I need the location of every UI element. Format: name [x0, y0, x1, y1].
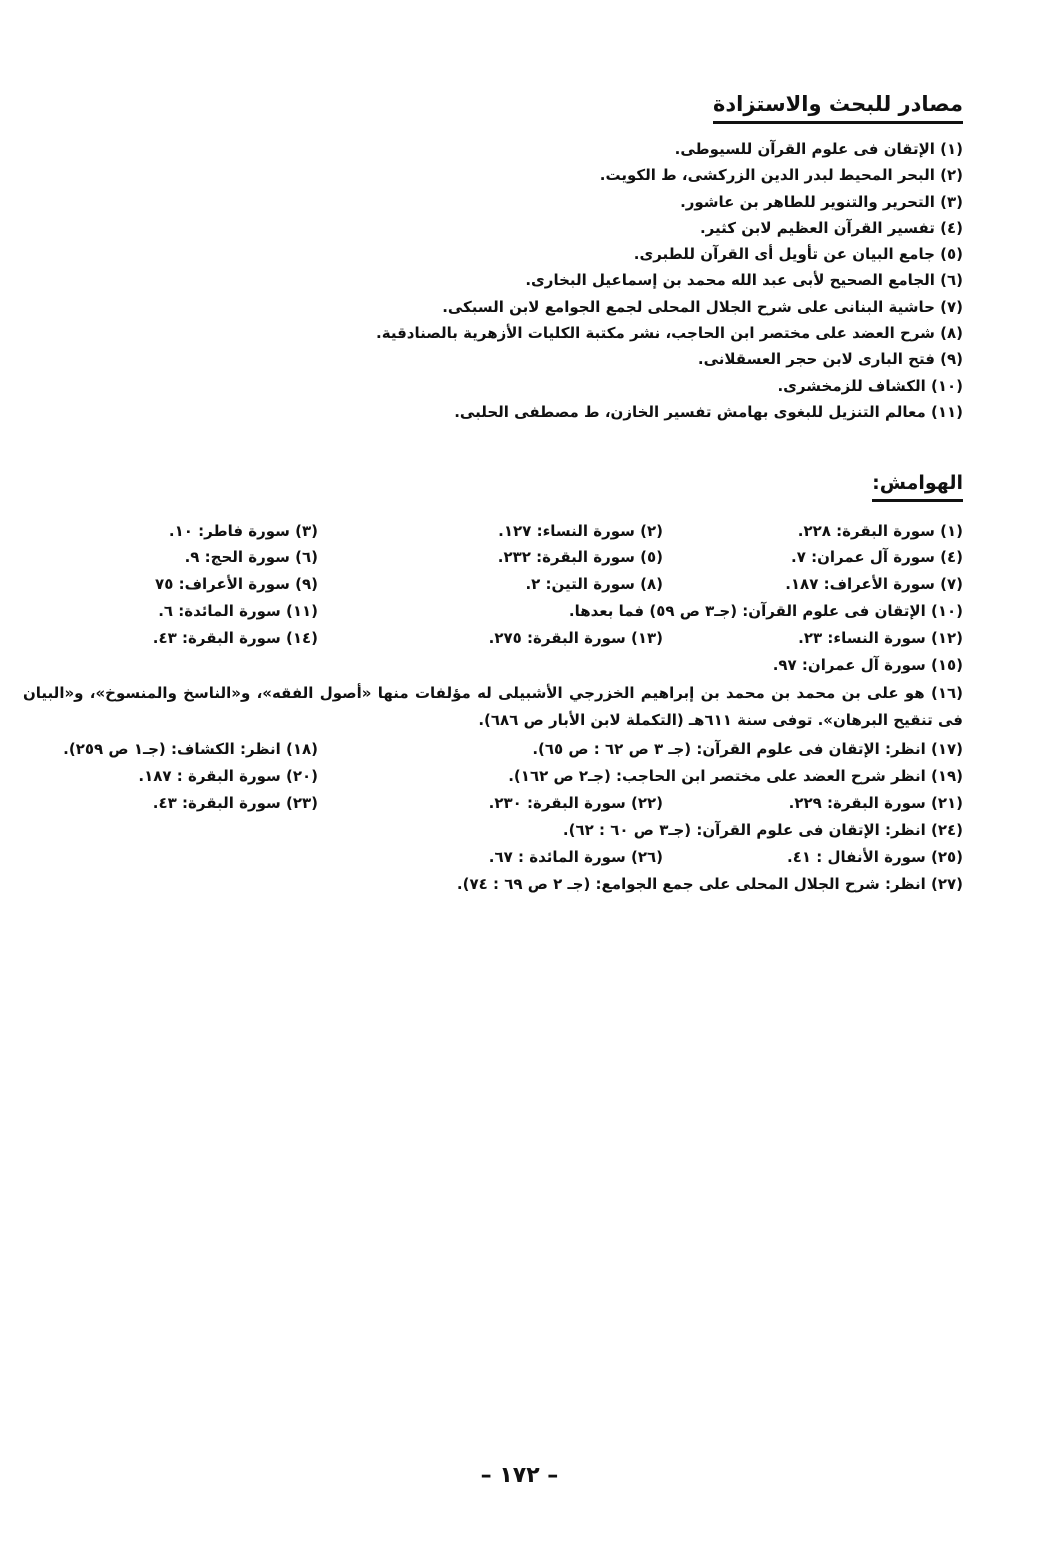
list-item: (٦) الجامع الصحيح لأبى عبد الله محمد بن إسماعيل البخارى. [525, 271, 963, 290]
list-item: (١١) معالم التنزيل للبغوى بهامش تفسير الخازن، ط مصطفى الحلبى. [454, 402, 963, 421]
footnote: (٧) سورة الأعراف: ١٨٧. [785, 575, 963, 593]
list-item: (٧) حاشية البنانى على شرح الجلال المحلى لجمع الجوامع لابن السبكى. [442, 297, 963, 316]
footnotes-heading: الهوامش: [872, 470, 963, 502]
footnote: (٣) سورة فاطر: ١٠. [168, 522, 318, 540]
list-item: (٥) جامع البيان عن تأويل أى القرآن للطبرى. [633, 245, 963, 264]
footnote: (١٩) انظر شرح العضد على مختصر ابن الحاجب: (جـ٢ ص ١٦٢). [508, 767, 963, 785]
footnote: (١٨) انظر: الكشاف: (جـ١ ص ٢٥٩). [63, 740, 318, 758]
footnote: (٢٣) سورة البقرة: ٤٣. [152, 794, 318, 812]
footnote: (٢١) سورة البقرة: ٢٢٩. [788, 794, 963, 812]
page-number: – ١٧٢ – [480, 1463, 559, 1488]
sources-list [63, 136, 963, 425]
list-item: (٤) تفسير القرآن العظيم لابن كثير. [699, 218, 963, 237]
footnote: (٩) سورة الأعراف: ٧٥ [155, 575, 318, 593]
sources-heading: مصادر للبحث والاستزادة [713, 90, 963, 124]
footnote: (١٣) سورة البقرة: ٢٧٥. [488, 629, 663, 647]
footnote: (١٦) هو على بن محمد بن محمد بن إبراهيم الخزرجي الأشبيلى له مؤلفات منها «أصول الفقه»، و«الناسخ والمنسوخ»، و«البيان فى تنقيح البرهان». توفى سنة ٦١١هـ (التكملة لابن الأبار ص ٦٨٦). [23, 684, 963, 729]
footnote: (٢٠) سورة البقرة : ١٨٧. [138, 767, 318, 785]
footnote: (٢٧) انظر: شرح الجلال المحلى على جمع الجوامع: (جـ ٢ ص ٦٩ : ٧٤). [456, 875, 963, 893]
footnote: (١٥) سورة آل عمران: ٩٧. [772, 656, 963, 674]
footnote: (١٠) الإتقان فى علوم القرآن: (جـ٣ ص ٥٩) فما بعدها. [568, 602, 963, 620]
list-item: (١٠) الكشاف للزمخشرى. [777, 376, 963, 395]
footnote: (٢٢) سورة البقرة: ٢٣٠. [488, 794, 663, 812]
list-item: (٣) التحرير والتنوير للطاهر بن عاشور. [680, 192, 963, 211]
list-item: (٨) شرح العضد على مختصر ابن الحاجب، نشر مكتبة الكليات الأزهرية بالصنادقية. [376, 324, 963, 343]
footnote: (٤) سورة آل عمران: ٧. [791, 548, 963, 566]
list-item: (٩) فتح البارى لابن حجر العسقلانى. [697, 350, 963, 369]
footnote: (١١) سورة المائدة: ٦. [158, 602, 318, 620]
footnote: (٢٤) انظر: الإتقان فى علوم القرآن: (جـ٣ ص ٦٠ : ٦٢). [562, 821, 963, 839]
footnote: (١٧) انظر: الإتقان فى علوم القرآن: (جـ ٣ ص ٦٢ : ص ٦٥). [532, 740, 963, 758]
footnote: (٢٥) سورة الأنفال : ٤١. [787, 848, 963, 866]
footnote: (٦) سورة الحج: ٩. [184, 548, 318, 566]
footnote: (١٢) سورة النساء: ٢٣. [798, 629, 963, 647]
list-item: (١) الإتقان فى علوم القرآن للسيوطى. [674, 140, 963, 158]
footnote: (٨) سورة التين: ٢. [525, 575, 663, 593]
footnote: (١) سورة البقرة: ٢٢٨. [797, 522, 963, 540]
footnote: (٢٦) سورة المائدة : ٦٧. [488, 848, 663, 866]
footnote: (٥) سورة البقرة: ٢٣٢. [497, 548, 663, 566]
footnote: (٢) سورة النساء: ١٢٧. [498, 522, 663, 540]
list-item: (٢) البحر المحيط لبدر الدين الزركشى، ط الكويت. [599, 166, 963, 185]
footnote: (١٤) سورة البقرة: ٤٣. [152, 629, 318, 647]
